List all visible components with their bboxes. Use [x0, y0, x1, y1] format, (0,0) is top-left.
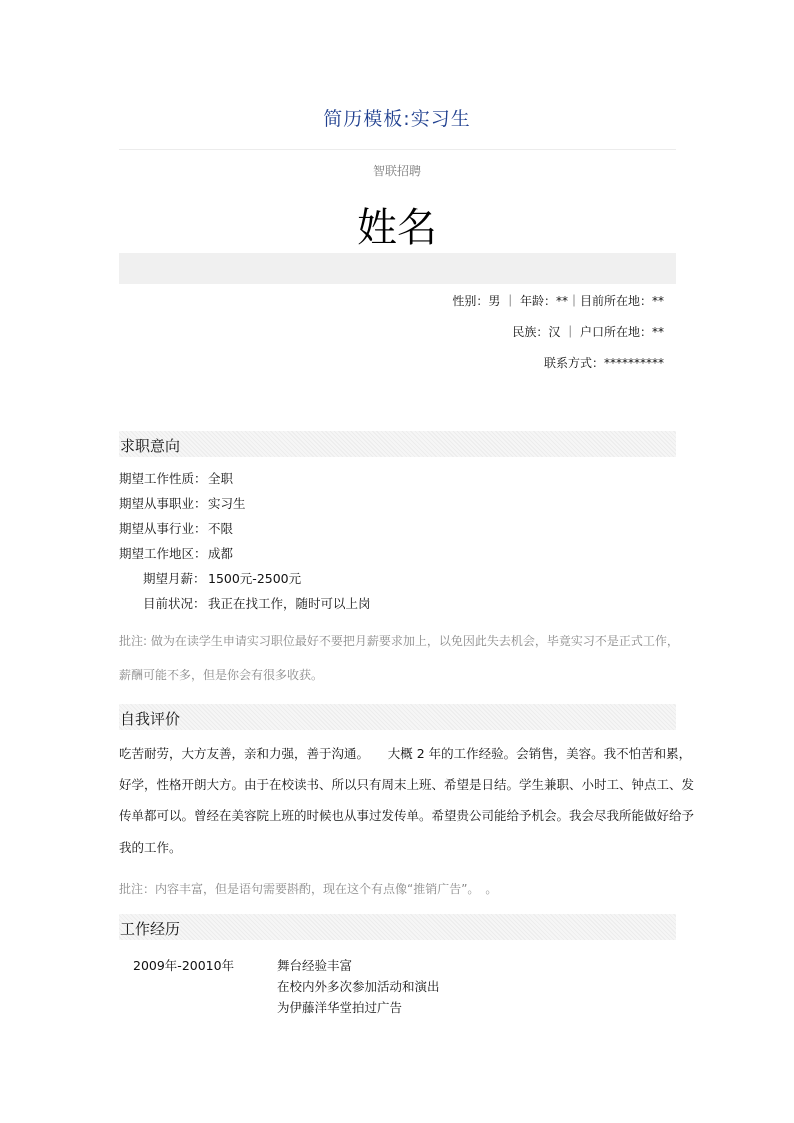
field-occupation: [119, 494, 246, 512]
field-status: [143, 594, 371, 612]
field-label: 目前状况：: [143, 596, 206, 611]
field-label: 期望月薪：: [143, 571, 206, 586]
job-intention-note-line: 批注: 做为在读学生申请实习职位最好不要把月薪要求加上，以免因此失去机会，毕竟实习不是正式工作，: [119, 634, 679, 648]
work-detail-item: 舞台经验丰富: [277, 958, 353, 973]
document-title: 简历模板:实习生: [323, 108, 471, 130]
section-self-evaluation: [119, 704, 676, 730]
field-label: 期望工作地区：: [119, 546, 207, 561]
section-job-intention: [119, 431, 676, 457]
field-value: 全职: [208, 471, 234, 486]
self-evaluation-note: 批注：内容丰富，但是语句需要斟酌，现在这个有点像“推销广告”。 。: [119, 882, 498, 896]
work-detail-item: 在校内外多次参加活动和演出: [277, 979, 440, 994]
field-label: 期望从事行业：: [119, 521, 207, 536]
info-gender-age-location: 性别：男 ｜ 年龄：**｜目前所在地：**: [452, 294, 664, 308]
work-detail-item: 为伊藤洋华堂拍过广告: [277, 1000, 403, 1015]
field-value: 1500元-2500元: [208, 571, 302, 586]
self-evaluation-line: 我的工作。: [119, 840, 182, 855]
section-heading: 工作经历: [120, 920, 181, 938]
field-salary: [143, 569, 302, 587]
title-divider: [119, 149, 676, 150]
info-ethnicity-hukou: 民族：汉 ｜ 户口所在地：**: [512, 325, 664, 339]
job-intention-note-line: 薪酬可能不多，但是你会有很多收获。: [119, 668, 324, 682]
self-evaluation-line: 传单都可以。曾经在美容院上班的时候也从事过发传单。希望贵公司能给予机会。我会尽我所能做好给予: [119, 808, 695, 823]
candidate-name: 姓名: [357, 205, 437, 251]
field-job-type: [119, 469, 234, 487]
field-value: 成都: [208, 546, 234, 561]
field-value: 我正在找工作，随时可以上岗: [208, 596, 371, 611]
source-label: 智联招聘: [372, 164, 421, 178]
section-work-experience: [119, 914, 676, 940]
info-contact: 联系方式：**********: [543, 356, 664, 370]
section-heading: 自我评价: [120, 710, 181, 728]
self-evaluation-line: 吃苦耐劳，大方友善，亲和力强，善于沟通。 大概 2 年的工作经验。会销售，美容。我不怕苦和累，: [119, 746, 692, 761]
field-industry: [119, 519, 234, 537]
self-evaluation-line: 好学，性格开朗大方。由于在校读书、所以只有周末上班、希望是日结。学生兼职、小时工、钟点工、发: [119, 777, 695, 792]
work-period: 2009年-20010年: [133, 958, 235, 973]
field-region: [119, 544, 234, 562]
field-value: 不限: [208, 521, 234, 536]
header-band: [119, 253, 676, 284]
section-heading: 求职意向: [120, 437, 181, 455]
field-label: 期望从事职业：: [119, 496, 207, 511]
field-label: 期望工作性质：: [119, 471, 207, 486]
field-value: 实习生: [208, 496, 246, 511]
